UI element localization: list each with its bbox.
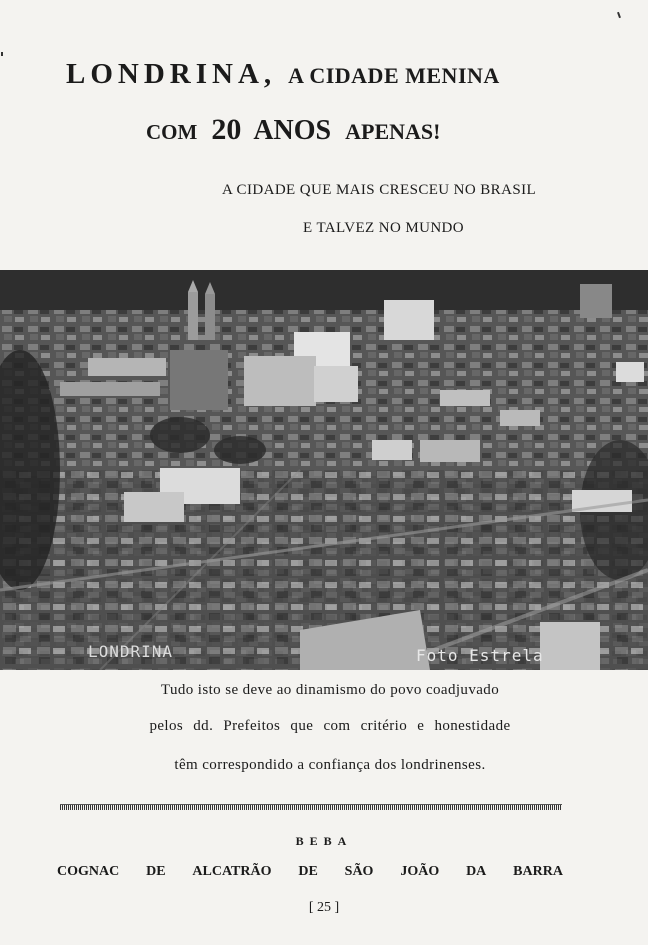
ad-word: JOÃO	[400, 864, 440, 879]
photo-caption-city: LONDRINA	[88, 642, 174, 661]
headline-com: COM	[146, 120, 198, 144]
headline-tagline: A CIDADE MENINA	[288, 63, 500, 88]
photo-credit: Foto Estrela	[416, 646, 544, 665]
ad-word: SÃO	[344, 864, 374, 879]
ad-beba: BEBA	[295, 834, 353, 848]
subtitle-line-1: A CIDADE QUE MAIS CRESCEU NO BRASIL	[222, 182, 537, 198]
aerial-city-illustration	[0, 270, 648, 670]
ad-word: DE	[298, 864, 318, 879]
headline-line-1	[66, 58, 586, 91]
headline-line-2	[146, 113, 440, 147]
ad-word: DA	[466, 864, 487, 879]
body-line-3: têm correspondido a confiança dos londrinenses.	[174, 757, 486, 773]
aerial-city-photo	[0, 270, 648, 670]
ad-word: ALCATRÃO	[192, 864, 272, 879]
headline-apenas: APENAS!	[345, 119, 441, 144]
print-speck	[1, 52, 3, 56]
headline-number: 20	[211, 113, 242, 146]
dotted-divider	[60, 804, 562, 810]
ad-cognac-line	[57, 864, 563, 880]
ad-word: COGNAC	[57, 864, 120, 879]
body-line-2: pelos dd. Prefeitos que com critério e honestidade	[149, 718, 511, 734]
print-speck	[617, 12, 621, 18]
body-line-1: Tudo isto se deve ao dinamismo do povo coadjuvado	[160, 682, 500, 698]
page-number: [ 25 ]	[308, 900, 340, 915]
headline-city: LONDRINA,	[66, 58, 277, 90]
headline-anos: ANOS	[253, 115, 332, 146]
ad-word: BARRA	[513, 864, 563, 879]
subtitle-line-2: E TALVEZ NO MUNDO	[303, 220, 465, 236]
ad-word: DE	[146, 864, 166, 879]
